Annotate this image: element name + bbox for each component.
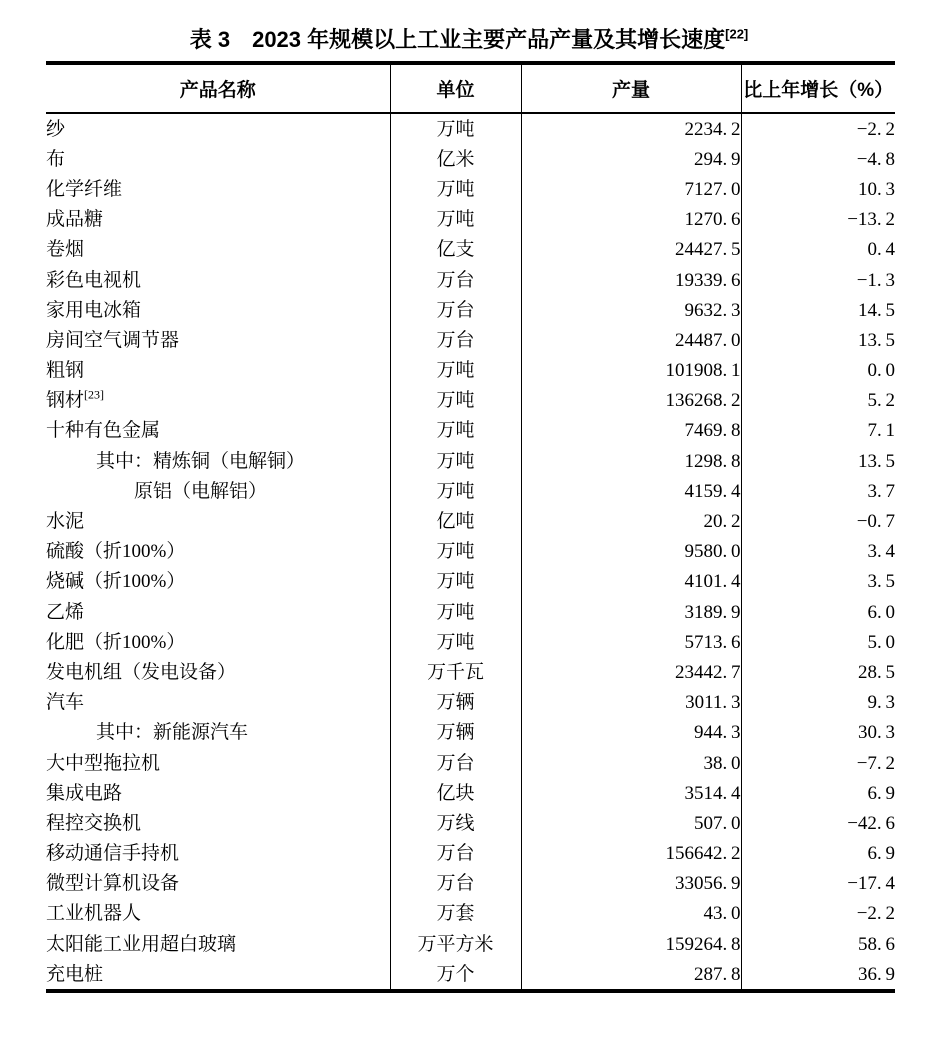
product-name-cell: 原铝（电解铝） <box>134 480 268 502</box>
growth-value-cell: −13. 2 <box>741 205 895 235</box>
output-value-cell: 3514. 4 <box>521 778 741 808</box>
unit-cell: 万台 <box>390 869 521 899</box>
output-value-cell: 19339. 6 <box>521 265 741 295</box>
table-row <box>46 869 895 899</box>
unit-cell: 万辆 <box>390 718 521 748</box>
table-row <box>46 446 895 476</box>
output-value-cell: 24427. 5 <box>521 235 741 265</box>
output-value-cell: 1270. 6 <box>521 205 741 235</box>
table-row <box>46 718 895 748</box>
table-row <box>46 959 895 991</box>
table-row <box>46 476 895 506</box>
output-value-cell: 3189. 9 <box>521 597 741 627</box>
product-name-cell: 集成电路 <box>46 782 123 804</box>
growth-value-cell: 14. 5 <box>741 295 895 325</box>
product-name-cell: 充电桩 <box>46 963 104 985</box>
unit-cell: 万吨 <box>390 113 521 144</box>
unit-cell: 万吨 <box>390 537 521 567</box>
growth-value-cell: −17. 4 <box>741 869 895 899</box>
unit-cell: 亿支 <box>390 235 521 265</box>
table-row <box>46 113 895 144</box>
table-row <box>46 506 895 536</box>
growth-value-cell: −42. 6 <box>741 808 895 838</box>
output-value-cell: 9632. 3 <box>521 295 741 325</box>
table-row <box>46 325 895 355</box>
unit-cell: 亿块 <box>390 778 521 808</box>
output-value-cell: 9580. 0 <box>521 537 741 567</box>
product-name-cell: 工业机器人 <box>46 903 142 925</box>
output-value-cell: 3011. 3 <box>521 688 741 718</box>
product-name-cell: 乙烯 <box>46 601 85 623</box>
header-growth: 比上年增长（%） <box>741 63 895 113</box>
product-name-cell: 程控交换机 <box>46 812 142 834</box>
unit-cell: 万吨 <box>390 205 521 235</box>
output-value-cell: 7127. 0 <box>521 174 741 204</box>
growth-value-cell: 6. 0 <box>741 597 895 627</box>
unit-cell: 万台 <box>390 295 521 325</box>
output-value-cell: 287. 8 <box>521 959 741 991</box>
product-name-cell: 纱 <box>46 118 66 140</box>
growth-value-cell: 10. 3 <box>741 174 895 204</box>
growth-value-cell: 28. 5 <box>741 657 895 687</box>
product-name-cell: 移动通信手持机 <box>46 843 180 865</box>
output-value-cell: 5713. 6 <box>521 627 741 657</box>
growth-value-cell: −2. 2 <box>741 899 895 929</box>
growth-value-cell: 9. 3 <box>741 688 895 718</box>
output-value-cell: 38. 0 <box>521 748 741 778</box>
product-name-cell: 微型计算机设备 <box>46 873 180 895</box>
table-number: 表 3 <box>189 27 231 52</box>
output-value-cell: 7469. 8 <box>521 416 741 446</box>
unit-cell: 万套 <box>390 899 521 929</box>
table-body <box>46 113 895 991</box>
footnote-ref-22: [22] <box>725 26 749 42</box>
product-name-cell: 汽车 <box>46 692 85 714</box>
output-value-cell: 1298. 8 <box>521 446 741 476</box>
table-row <box>46 386 895 416</box>
unit-cell: 万千瓦 <box>390 657 521 687</box>
output-value-cell: 2234. 2 <box>521 113 741 144</box>
unit-cell: 万台 <box>390 325 521 355</box>
table-row <box>46 174 895 204</box>
table-row <box>46 537 895 567</box>
output-value-cell: 4101. 4 <box>521 567 741 597</box>
footnote-ref: [23] <box>84 387 105 402</box>
table-row <box>46 205 895 235</box>
product-name-cell: 太阳能工业用超白玻璃 <box>46 933 237 955</box>
output-value-cell: 944. 3 <box>521 718 741 748</box>
table-row <box>46 295 895 325</box>
output-value-cell: 24487. 0 <box>521 325 741 355</box>
growth-value-cell: 30. 3 <box>741 718 895 748</box>
unit-cell: 万吨 <box>390 446 521 476</box>
output-value-cell: 507. 0 <box>521 808 741 838</box>
product-name-cell: 十种有色金属 <box>46 420 161 442</box>
growth-value-cell: 3. 7 <box>741 476 895 506</box>
product-name-cell: 卷烟 <box>46 239 85 261</box>
industrial-products-table <box>46 61 895 993</box>
growth-value-cell: 0. 0 <box>741 356 895 386</box>
product-name-cell: 其中：精炼铜（电解铜） <box>96 450 306 472</box>
growth-value-cell: 58. 6 <box>741 929 895 959</box>
product-name-cell: 成品糖 <box>46 209 104 231</box>
output-value-cell: 4159. 4 <box>521 476 741 506</box>
output-value-cell: 159264. 8 <box>521 929 741 959</box>
growth-value-cell: 3. 4 <box>741 537 895 567</box>
table-row <box>46 144 895 174</box>
table-title <box>0 27 938 53</box>
product-name-cell: 家用电冰箱 <box>46 299 142 321</box>
growth-value-cell: −7. 2 <box>741 748 895 778</box>
growth-value-cell: 6. 9 <box>741 839 895 869</box>
output-value-cell: 101908. 1 <box>521 356 741 386</box>
table-row <box>46 688 895 718</box>
table-row <box>46 265 895 295</box>
growth-value-cell: 7. 1 <box>741 416 895 446</box>
growth-value-cell: 6. 9 <box>741 778 895 808</box>
output-value-cell: 33056. 9 <box>521 869 741 899</box>
growth-value-cell: −2. 2 <box>741 113 895 144</box>
output-value-cell: 23442. 7 <box>521 657 741 687</box>
output-value-cell: 43. 0 <box>521 899 741 929</box>
unit-cell: 万吨 <box>390 597 521 627</box>
header-output: 产量 <box>521 63 741 113</box>
unit-cell: 万吨 <box>390 567 521 597</box>
header-product-name: 产品名称 <box>179 80 256 101</box>
unit-cell: 万线 <box>390 808 521 838</box>
growth-value-cell: 13. 5 <box>741 446 895 476</box>
growth-value-cell: 36. 9 <box>741 959 895 991</box>
unit-cell: 万吨 <box>390 476 521 506</box>
output-value-cell: 156642. 2 <box>521 839 741 869</box>
unit-cell: 万辆 <box>390 688 521 718</box>
growth-value-cell: −1. 3 <box>741 265 895 295</box>
table-row <box>46 929 895 959</box>
output-value-cell: 294. 9 <box>521 144 741 174</box>
table-row <box>46 899 895 929</box>
unit-cell: 万吨 <box>390 356 521 386</box>
growth-value-cell: 5. 2 <box>741 386 895 416</box>
unit-cell: 万吨 <box>390 416 521 446</box>
product-name-cell: 彩色电视机 <box>46 269 142 291</box>
product-name-cell: 大中型拖拉机 <box>46 752 161 774</box>
table-row <box>46 748 895 778</box>
table-row <box>46 597 895 627</box>
table-row <box>46 839 895 869</box>
unit-cell: 万台 <box>390 265 521 295</box>
table-row <box>46 356 895 386</box>
header-row <box>46 63 895 113</box>
unit-cell: 万台 <box>390 839 521 869</box>
output-value-cell: 136268. 2 <box>521 386 741 416</box>
table-row <box>46 235 895 265</box>
growth-value-cell: 13. 5 <box>741 325 895 355</box>
unit-cell: 亿米 <box>390 144 521 174</box>
product-name-cell: 硫酸（折100%） <box>46 541 186 563</box>
product-name-cell: 粗钢 <box>46 360 85 382</box>
output-value-cell: 20. 2 <box>521 506 741 536</box>
growth-value-cell: −4. 8 <box>741 144 895 174</box>
product-name-cell: 化肥（折100%） <box>46 631 186 653</box>
unit-cell: 万台 <box>390 748 521 778</box>
table-title-text: 2023 年规模以上工业主要产品产量及其增长速度 <box>252 27 726 52</box>
product-name-cell: 水泥 <box>46 511 85 533</box>
product-name-cell: 其中：新能源汽车 <box>96 722 249 744</box>
table-row <box>46 808 895 838</box>
unit-cell: 万吨 <box>390 174 521 204</box>
product-name-cell: 发电机组（发电设备） <box>46 661 237 683</box>
table-row <box>46 567 895 597</box>
unit-cell: 亿吨 <box>390 506 521 536</box>
product-name-cell: 化学纤维 <box>46 178 123 200</box>
product-name-cell: 布 <box>46 148 66 170</box>
growth-value-cell: −0. 7 <box>741 506 895 536</box>
table-row <box>46 416 895 446</box>
growth-value-cell: 3. 5 <box>741 567 895 597</box>
header-unit: 单位 <box>390 63 521 113</box>
table-row <box>46 778 895 808</box>
unit-cell: 万平方米 <box>390 929 521 959</box>
unit-cell: 万吨 <box>390 627 521 657</box>
table-row <box>46 657 895 687</box>
growth-value-cell: 5. 0 <box>741 627 895 657</box>
product-name-cell: 房间空气调节器 <box>46 329 180 351</box>
table-row <box>46 627 895 657</box>
statistical-communique-page <box>0 27 938 1051</box>
product-name-cell: 钢材[23] <box>46 387 105 412</box>
product-name-cell: 烧碱（折100%） <box>46 571 186 593</box>
growth-value-cell: 0. 4 <box>741 235 895 265</box>
unit-cell: 万吨 <box>390 386 521 416</box>
unit-cell: 万个 <box>390 959 521 991</box>
